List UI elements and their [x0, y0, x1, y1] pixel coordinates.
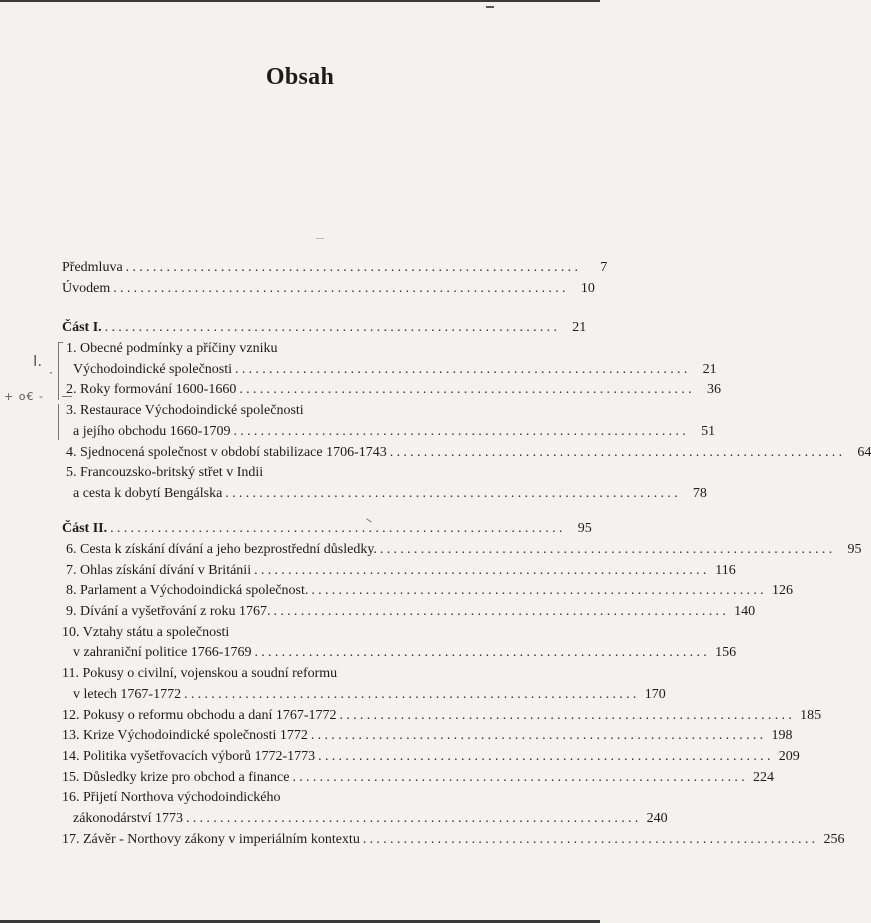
page-number: 21 — [572, 320, 587, 336]
toc-entry: 6. Cesta k získání dívání a jeho bezprostřední důsledky. ................................................................... 95 — [62, 540, 556, 561]
toc-entry: a jejího obchodu 1660-1709 ................................................................... 51 — [62, 422, 556, 443]
table-of-contents — [62, 258, 871, 850]
toc-entry: 12. Pokusy o reformu obchodu a daní 1767-1772 ................................................................... 185 — [62, 706, 556, 727]
toc-entry: 10. Vztahy státu a společnosti — [62, 624, 230, 640]
dot-leader: ................................................................... — [254, 645, 711, 661]
toc-entry: 13. Krize Východoindické společnosti 1772 ................................................................... 198 — [62, 726, 556, 747]
dot-leader: ................................................................... — [235, 361, 691, 377]
toc-entry: zákonodárství 1773 ................................................................... 240 — [62, 809, 556, 830]
dot-leader: ................................................................... — [389, 444, 846, 460]
toc-entry: 8. Parlament a Východoindická společnost. ................................................................... 126 — [62, 581, 556, 602]
toc-entry: 15. Důsledky krize pro obchod a finance ................................................................... 224 — [62, 768, 556, 789]
toc-entry: 16. Přijetí Northova východoindického — [62, 790, 281, 806]
toc-part-heading: Část I. ................................................................... 21 — [62, 318, 556, 339]
toc-entry: 11. Pokusy o civilní, vojenskou a soudní reformu — [62, 666, 338, 682]
page-number: 51 — [701, 423, 716, 439]
page-number: 36 — [706, 382, 721, 398]
pencil-bracket — [58, 342, 59, 400]
scan-edge-top — [0, 0, 600, 2]
pencil-side-note: + o€ - — [4, 390, 44, 403]
toc-entry: 2. Roky formování 1600-1660 ................................................................... 36 — [62, 380, 556, 401]
toc-part-heading: Část II. ................................................................... 95 — [62, 519, 556, 540]
toc-entry: v zahraniční politice 1766-1769 ................................................................... 156 — [62, 643, 556, 664]
dot-leader: ................................................................... — [311, 583, 767, 599]
dot-leader: ................................................................... — [239, 382, 695, 398]
dot-leader: ................................................................... — [125, 260, 582, 275]
page-number: 64 — [857, 444, 871, 460]
dot-leader: ................................................................... — [186, 810, 642, 826]
toc-entry: 17. Závěr - Northovy zákony v imperiálním kontextu ................................................................... 256 — [62, 830, 556, 851]
dot-leader: ................................................................... — [110, 521, 566, 537]
toc-entry: 9. Dívání a vyšetřování z roku 1767. ................................................................... 140 — [62, 602, 556, 623]
dot-leader: ................................................................... — [362, 831, 819, 847]
page-number: 256 — [823, 831, 845, 847]
dot-leader: ................................................................... — [233, 423, 690, 439]
page-number: 116 — [715, 562, 736, 578]
dot-leader: ................................................................... — [379, 542, 836, 558]
toc-entry: v letech 1767-1772 ................................................................... 170 — [62, 685, 556, 706]
toc-entry: 7. Ohlas získání dívání v Británii ................................................................... 116 — [62, 561, 556, 582]
dot-leader: ................................................................... — [339, 707, 796, 723]
page-number: 78 — [692, 485, 707, 501]
page-number: 198 — [771, 728, 793, 744]
page-number: 240 — [646, 810, 668, 826]
page-number: 140 — [734, 604, 756, 620]
pencil-roman-numeral: I. — [33, 352, 43, 370]
page-number: 224 — [753, 769, 775, 785]
dot-leader: ................................................................... — [225, 485, 681, 501]
page-title: Obsah — [265, 64, 335, 90]
dot-leader: ................................................................... — [310, 728, 767, 744]
dot-leader: ................................................................... — [292, 769, 749, 785]
toc-entry: a cesta k dobytí Bengálska ................................................................... 78 — [62, 484, 556, 505]
page-number: 170 — [644, 686, 666, 702]
toc-entry: Předmluva ................................................................... 7 — [62, 258, 556, 279]
page-number: 7 — [600, 260, 608, 275]
page-number: 209 — [778, 748, 800, 764]
page-number: 95 — [577, 521, 592, 537]
scan-mark — [486, 6, 494, 8]
dot-leader: ................................................................... — [104, 320, 561, 336]
page-number: 185 — [800, 707, 822, 723]
page-number: 95 — [847, 542, 862, 558]
toc-entry: Východoindické společnosti ................................................................... 21 — [62, 360, 556, 381]
page-number: 10 — [580, 280, 595, 296]
dot-leader: ................................................................... — [273, 604, 730, 620]
toc-entry: Úvodem ................................................................... 10 — [62, 279, 556, 300]
dot-leader: ................................................................... — [318, 748, 774, 764]
page-number: 156 — [715, 645, 737, 661]
pencil-dot: · — [49, 366, 53, 380]
pencil-bracket-2 — [58, 404, 59, 440]
toc-entry: 4. Sjednocená společnost v období stabilizace 1706-1743 ................................................................... 64 — [62, 443, 556, 464]
toc-entry: 1. Obecné podmínky a příčiny vzniku — [66, 341, 278, 357]
dot-leader: ................................................................... — [254, 562, 710, 578]
page-number: 21 — [702, 361, 717, 377]
page-number: 126 — [771, 583, 793, 599]
stray-mark-2 — [316, 238, 324, 239]
toc-entry: 14. Politika vyšetřovacích výborů 1772-1773 ................................................................... 209 — [62, 747, 556, 768]
dot-leader: ................................................................... — [113, 280, 569, 296]
toc-entry: 3. Restaurace Východoindické společnosti — [66, 403, 304, 419]
toc-entry: 5. Francouzsko-britský střet v Indii — [66, 465, 264, 481]
dot-leader: ................................................................... — [184, 686, 640, 702]
